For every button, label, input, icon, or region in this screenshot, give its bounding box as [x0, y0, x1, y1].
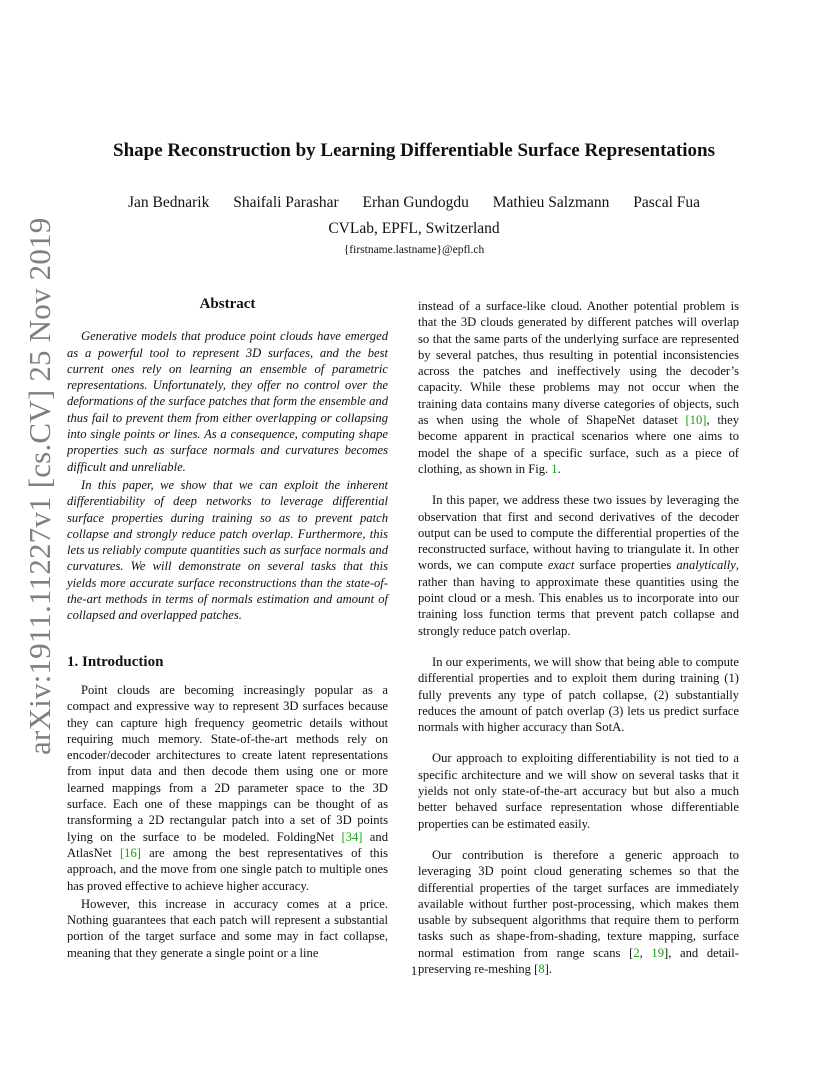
body-paragraph: However, this increase in accuracy comes at a price. Nothing guarantees that each patch will represent a substantial portion of the target surface and some may in fact collapse, meaning that they generate a single point or a line: [67, 896, 388, 960]
citation-link[interactable]: [34]: [341, 829, 363, 844]
body-paragraph: instead of a surface-like cloud. Another potential problem is that the 3D clouds generated by different patches will overlap so that the same parts of the underlying surface are represented by several patches, thus resulting in potential inconsistencies across the patches and ineffectively using the decoder’s capacity. While these problems may not occur when the training data contains many diverse categories of objects, such as when using the whole of ShapeNet dataset [10], they become apparent in practical scenarios where one aims to model the shape of a specific surface, such as a piece of clothing, as shown in Fig. 1.: [418, 299, 739, 476]
paper-title: Shape Reconstruction by Learning Differentiable Surface Representations: [113, 140, 715, 161]
right-column: [418, 298, 739, 977]
affiliation: CVLab, EPFL, Switzerland: [328, 220, 500, 237]
abstract-paragraph: Generative models that produce point clouds have emerged as a powerful tool to represent 3D surfaces, and the best current ones rely on learning an ensemble of parametric representations. Unfortunately, they offer no control over the deformations of the surface patches that form the ensemble and thus fail to prevent them from either overlapping or collapsing into single points or lines. As a consequence, computing shape properties such as surface normals and curvatures becomes difficult and unreliable.: [67, 329, 388, 474]
citation-link[interactable]: 8: [538, 961, 545, 976]
left-column: [67, 296, 388, 961]
author-name: Shaifali Parashar: [233, 194, 339, 211]
author-name: Erhan Gundogdu: [362, 194, 469, 211]
citation-link[interactable]: 19: [651, 945, 664, 960]
abstract-paragraph: In this paper, we show that we can exploit the inherent differentiability of deep networks to leverage differential surface properties during training so as to prevent patch collapse and strongly reduce patch overlap. Furthermore, this lets us reliably compute quantities such as surface normals and curvatures. We will demonstrate on several tasks that this yields more accurate surface reconstructions than the state-of-the-art methods in terms of normals estimation and amount of collapsed and overlapped patches.: [67, 477, 388, 623]
citation-link[interactable]: [16]: [119, 845, 141, 860]
arxiv-stamp: arXiv:1911.11227v1 [cs.CV] 25 Nov 2019: [22, 217, 57, 755]
citation-link[interactable]: 2: [633, 945, 640, 960]
author-name: Mathieu Salzmann: [492, 194, 610, 211]
author-name: Jan Bednarik: [127, 194, 210, 211]
author-name: Pascal Fua: [633, 194, 701, 211]
body-paragraph: In this paper, we address these two issues by leveraging the observation that first and second derivatives of the decoder output can be used to compute the differential properties of the reconstructed surface, without having to triangulate it. In other words, we can compute exact surface properties analytically, rather than having to approximate these quantities using the point cloud or a mesh. This enables us to incorporate into our training loss function terms that prevent patch collapse and strongly reduce patch overlap.: [418, 493, 739, 638]
body-paragraph: Point clouds are becoming increasingly popular as a compact and expressive way to represent 3D surfaces because they can capture high frequency geometric details without requiring much memory. State-of-the-art methods rely on encoder/decoder architectures to create latent representations from input data and then decode them using one or more learned mappings from a 2D parameter space to the 3D surface. Each one of these mappings can be thought of as transforming a 2D rectangular patch into a set of 3D points lying on the surface to be modeled. FoldingNet [34] and AtlasNet [16] are among the best representatives of this approach, and the move from one single patch to multiple ones has proved effective to achieve higher accuracy.: [67, 682, 388, 893]
author-list: [60, 194, 768, 212]
body-paragraph: Our approach to exploiting differentiability is not tied to a specific architecture and we will show on several tasks that it yields not only state-of-the-art accuracy but but also a much better behaved surface representation whose differentiable properties can be estimated easily.: [418, 751, 739, 831]
figure-link[interactable]: 1: [551, 461, 558, 476]
abstract-heading: Abstract: [199, 296, 256, 312]
body-paragraph: In our experiments, we will show that being able to compute differential properties and to exploit them during training (1) fully prevents any type of patch collapse, (2) substantially reduces the amount of patch overlap (3) lets us predict surface normals with higher accuracy than SotA.: [418, 654, 739, 735]
body-paragraph: Our contribution is therefore a generic approach to leveraging 3D point cloud generating schemes so that the differential properties of the target surfaces are immediately available without further post-processing, which makes them usable by subsequent algorithms that require them to perform tasks such as shape-from-shading, texture mapping, surface normal estimation from range scans [2, 19], and detail-preserving re-meshing [8].: [418, 847, 739, 976]
author-email: {firstname.lastname}@epfl.ch: [343, 244, 485, 256]
page-number: 1: [410, 964, 418, 978]
abstract-section: [67, 296, 388, 624]
section-heading-introduction: 1. Introduction: [67, 653, 164, 670]
citation-link[interactable]: [10]: [685, 413, 707, 428]
